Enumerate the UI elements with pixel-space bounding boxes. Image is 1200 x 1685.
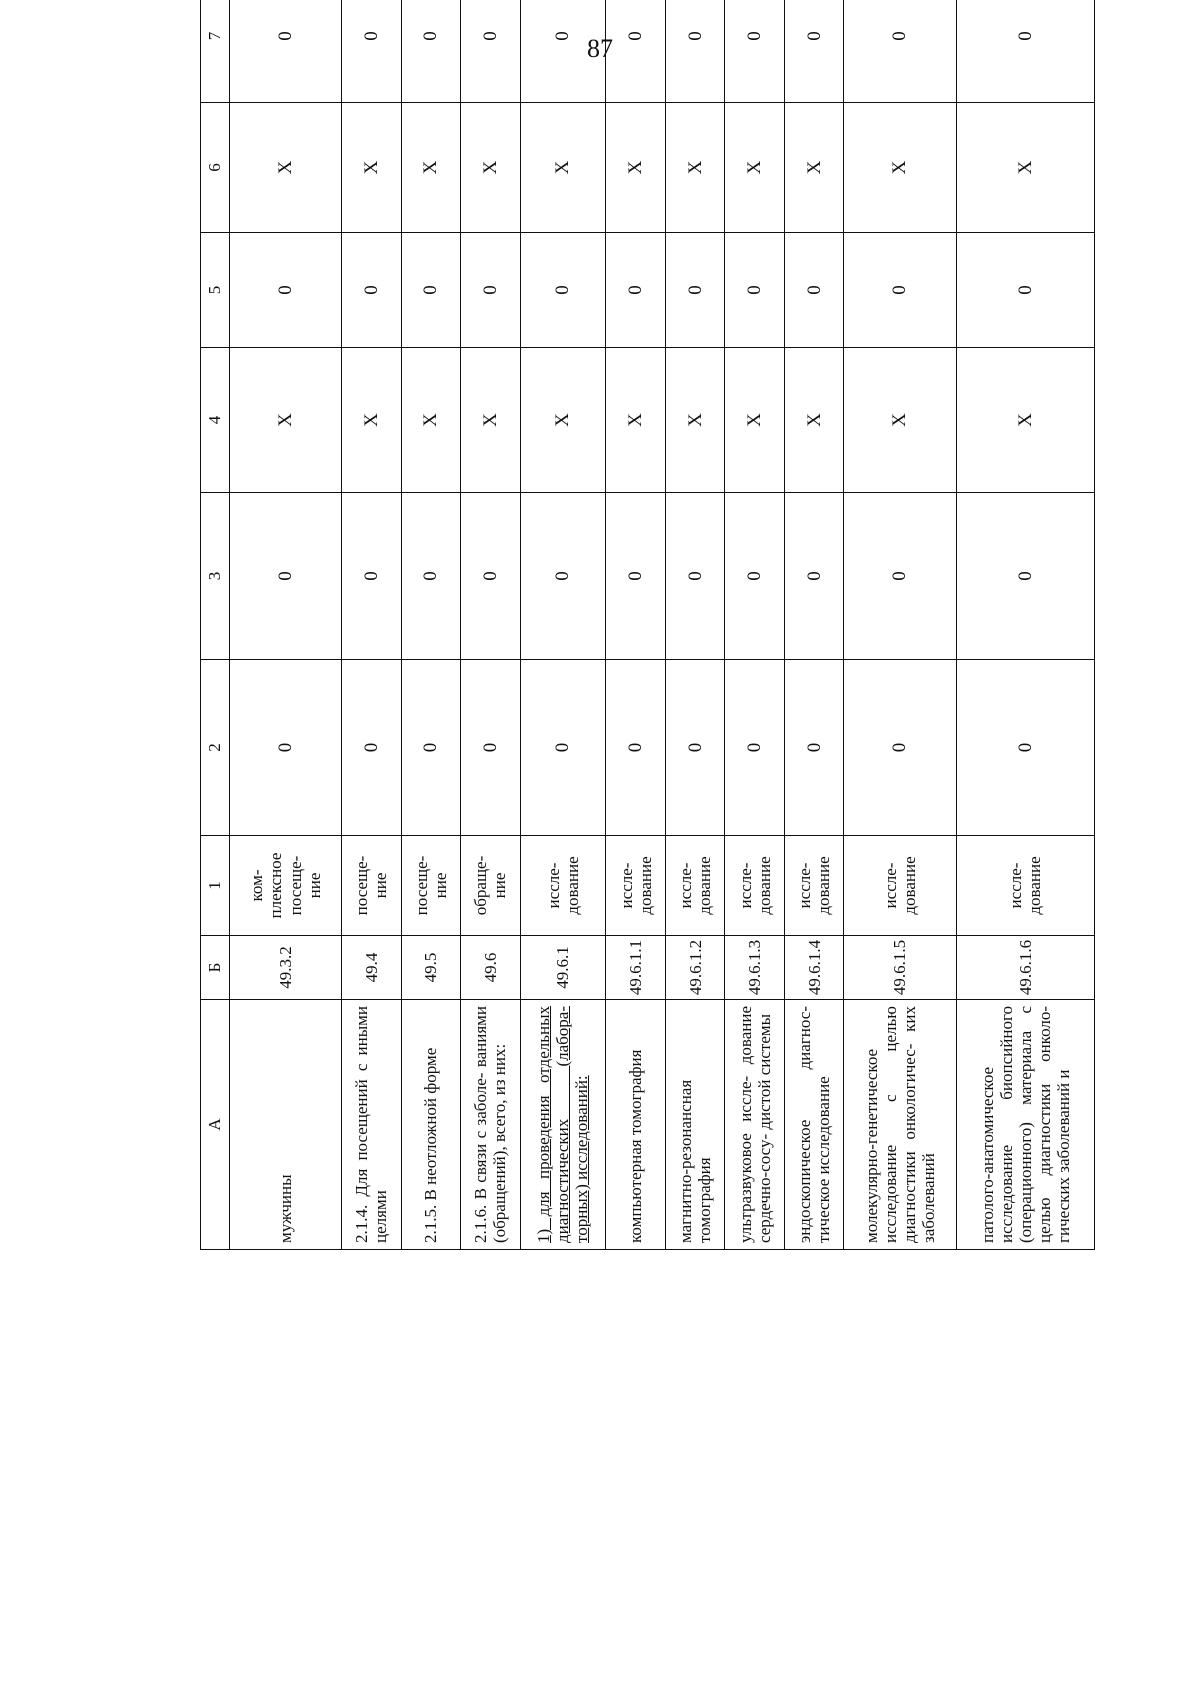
row-code: 49.5 <box>401 936 461 1000</box>
row-description: патолого-анатомическое исследование биопсийного (операционного) материала с целью диагностики онколо- гических заболеваний и <box>956 1000 1094 1250</box>
row-code: 49.6 <box>461 936 521 1000</box>
cell-col7: 0 <box>784 0 844 103</box>
cell-col7: 0 <box>956 0 1094 103</box>
cell-col5: 0 <box>606 233 666 348</box>
row-description: магнитно-резонансная томография <box>665 1000 725 1250</box>
cell-col5: 0 <box>230 233 342 348</box>
row-code: 49.6.1.6 <box>956 936 1094 1000</box>
col-header-a: А <box>201 1000 230 1250</box>
cell-col6: Х <box>401 103 461 233</box>
table-row <box>401 0 461 1250</box>
cell-col2: 0 <box>520 660 606 836</box>
cell-col3: 0 <box>520 493 606 660</box>
cell-col4: Х <box>665 348 725 493</box>
row-unit: посеще- ние <box>401 836 461 936</box>
col-header-5: 5 <box>201 233 230 348</box>
table-row <box>520 0 606 1250</box>
cell-col4: Х <box>784 348 844 493</box>
cell-col2: 0 <box>725 660 785 836</box>
row-description: компьютерная томография <box>606 1000 666 1250</box>
table-row <box>784 0 844 1250</box>
cell-col6: Х <box>844 103 956 233</box>
row-code: 49.6.1.5 <box>844 936 956 1000</box>
row-unit: ком- плексное посеще- ние <box>230 836 342 936</box>
row-code: 49.6.1.3 <box>725 936 785 1000</box>
col-header-4: 4 <box>201 348 230 493</box>
cell-col5: 0 <box>665 233 725 348</box>
row-unit: посеще- ние <box>342 836 402 936</box>
row-description: 1) для проведения отдельных диагностических (лабора- торных) исследований: <box>520 1000 606 1250</box>
row-unit: обраще- ние <box>461 836 521 936</box>
cell-col5: 0 <box>725 233 785 348</box>
cell-col4: Х <box>230 348 342 493</box>
data-table <box>200 0 1095 1250</box>
cell-col2: 0 <box>844 660 956 836</box>
cell-col4: Х <box>520 348 606 493</box>
cell-col3: 0 <box>956 493 1094 660</box>
cell-col4: Х <box>956 348 1094 493</box>
cell-col6: Х <box>956 103 1094 233</box>
table-row <box>725 0 785 1250</box>
cell-col3: 0 <box>725 493 785 660</box>
row-unit: иссле- дование <box>784 836 844 936</box>
row-description: мужчины <box>230 1000 342 1250</box>
cell-col4: Х <box>725 348 785 493</box>
row-description: 2.1.5. В неотложной форме <box>401 1000 461 1250</box>
table-row <box>956 0 1094 1250</box>
cell-col2: 0 <box>606 660 666 836</box>
cell-col6: Х <box>230 103 342 233</box>
row-unit: иссле- дование <box>665 836 725 936</box>
cell-col7: 0 <box>461 0 521 103</box>
header-row <box>201 0 230 1250</box>
cell-col2: 0 <box>956 660 1094 836</box>
cell-col6: Х <box>342 103 402 233</box>
row-description: ультразвуковое иссле- дование сердечно-сосу- дистой системы <box>725 1000 785 1250</box>
cell-col5: 0 <box>342 233 402 348</box>
cell-col4: Х <box>461 348 521 493</box>
cell-col4: Х <box>606 348 666 493</box>
table-row <box>606 0 666 1250</box>
row-unit: иссле- дование <box>956 836 1094 936</box>
page-number: 87 <box>587 34 613 63</box>
table-row <box>342 0 402 1250</box>
cell-col6: Х <box>520 103 606 233</box>
row-description: молекулярно-генетическое исследование с целью диагностики онкологичес- ких заболеваний <box>844 1000 956 1250</box>
col-header-3: 3 <box>201 493 230 660</box>
row-unit: иссле- дование <box>520 836 606 936</box>
cell-col7: 0 <box>230 0 342 103</box>
col-header-7: 7 <box>201 0 230 103</box>
cell-col6: Х <box>606 103 666 233</box>
cell-col2: 0 <box>401 660 461 836</box>
cell-col3: 0 <box>665 493 725 660</box>
cell-col5: 0 <box>956 233 1094 348</box>
cell-col3: 0 <box>342 493 402 660</box>
cell-col5: 0 <box>520 233 606 348</box>
cell-col3: 0 <box>461 493 521 660</box>
cell-col7: 0 <box>725 0 785 103</box>
row-description: 2.1.4. Для посещений с иными целями <box>342 1000 402 1250</box>
cell-col5: 0 <box>784 233 844 348</box>
cell-col2: 0 <box>461 660 521 836</box>
row-code: 49.6.1.2 <box>665 936 725 1000</box>
col-header-b: Б <box>201 936 230 1000</box>
cell-col3: 0 <box>230 493 342 660</box>
row-unit: иссле- дование <box>606 836 666 936</box>
cell-col6: Х <box>725 103 785 233</box>
table-row <box>665 0 725 1250</box>
row-description: эндоскопическое диагнос- тическое исследование <box>784 1000 844 1250</box>
row-code: 49.6.1.4 <box>784 936 844 1000</box>
cell-col6: Х <box>784 103 844 233</box>
cell-col4: Х <box>401 348 461 493</box>
cell-col7: 0 <box>665 0 725 103</box>
cell-col5: 0 <box>461 233 521 348</box>
cell-col2: 0 <box>665 660 725 836</box>
cell-col2: 0 <box>230 660 342 836</box>
cell-col3: 0 <box>401 493 461 660</box>
row-code: 49.3.2 <box>230 936 342 1000</box>
cell-col4: Х <box>342 348 402 493</box>
row-code: 49.6.1.1 <box>606 936 666 1000</box>
row-description: 2.1.6. В связи с заболе- ваниями (обращений), всего, из них: <box>461 1000 521 1250</box>
table-row <box>230 0 342 1250</box>
col-header-2: 2 <box>201 660 230 836</box>
row-code: 49.4 <box>342 936 402 1000</box>
table-row <box>461 0 521 1250</box>
col-header-6: 6 <box>201 103 230 233</box>
cell-col3: 0 <box>844 493 956 660</box>
cell-col7: 0 <box>401 0 461 103</box>
cell-col7: 0 <box>844 0 956 103</box>
cell-col3: 0 <box>784 493 844 660</box>
cell-col4: Х <box>844 348 956 493</box>
table-row <box>844 0 956 1250</box>
cell-col6: Х <box>665 103 725 233</box>
row-unit: иссле- дование <box>844 836 956 936</box>
cell-col6: Х <box>461 103 521 233</box>
cell-col2: 0 <box>342 660 402 836</box>
cell-col7: 0 <box>606 0 666 103</box>
cell-col5: 0 <box>844 233 956 348</box>
cell-col7: 0 <box>520 0 606 103</box>
row-code: 49.6.1 <box>520 936 606 1000</box>
cell-col7: 0 <box>342 0 402 103</box>
col-header-1: 1 <box>201 836 230 936</box>
cell-col3: 0 <box>606 493 666 660</box>
row-unit: иссле- дование <box>725 836 785 936</box>
cell-col5: 0 <box>401 233 461 348</box>
cell-col2: 0 <box>784 660 844 836</box>
